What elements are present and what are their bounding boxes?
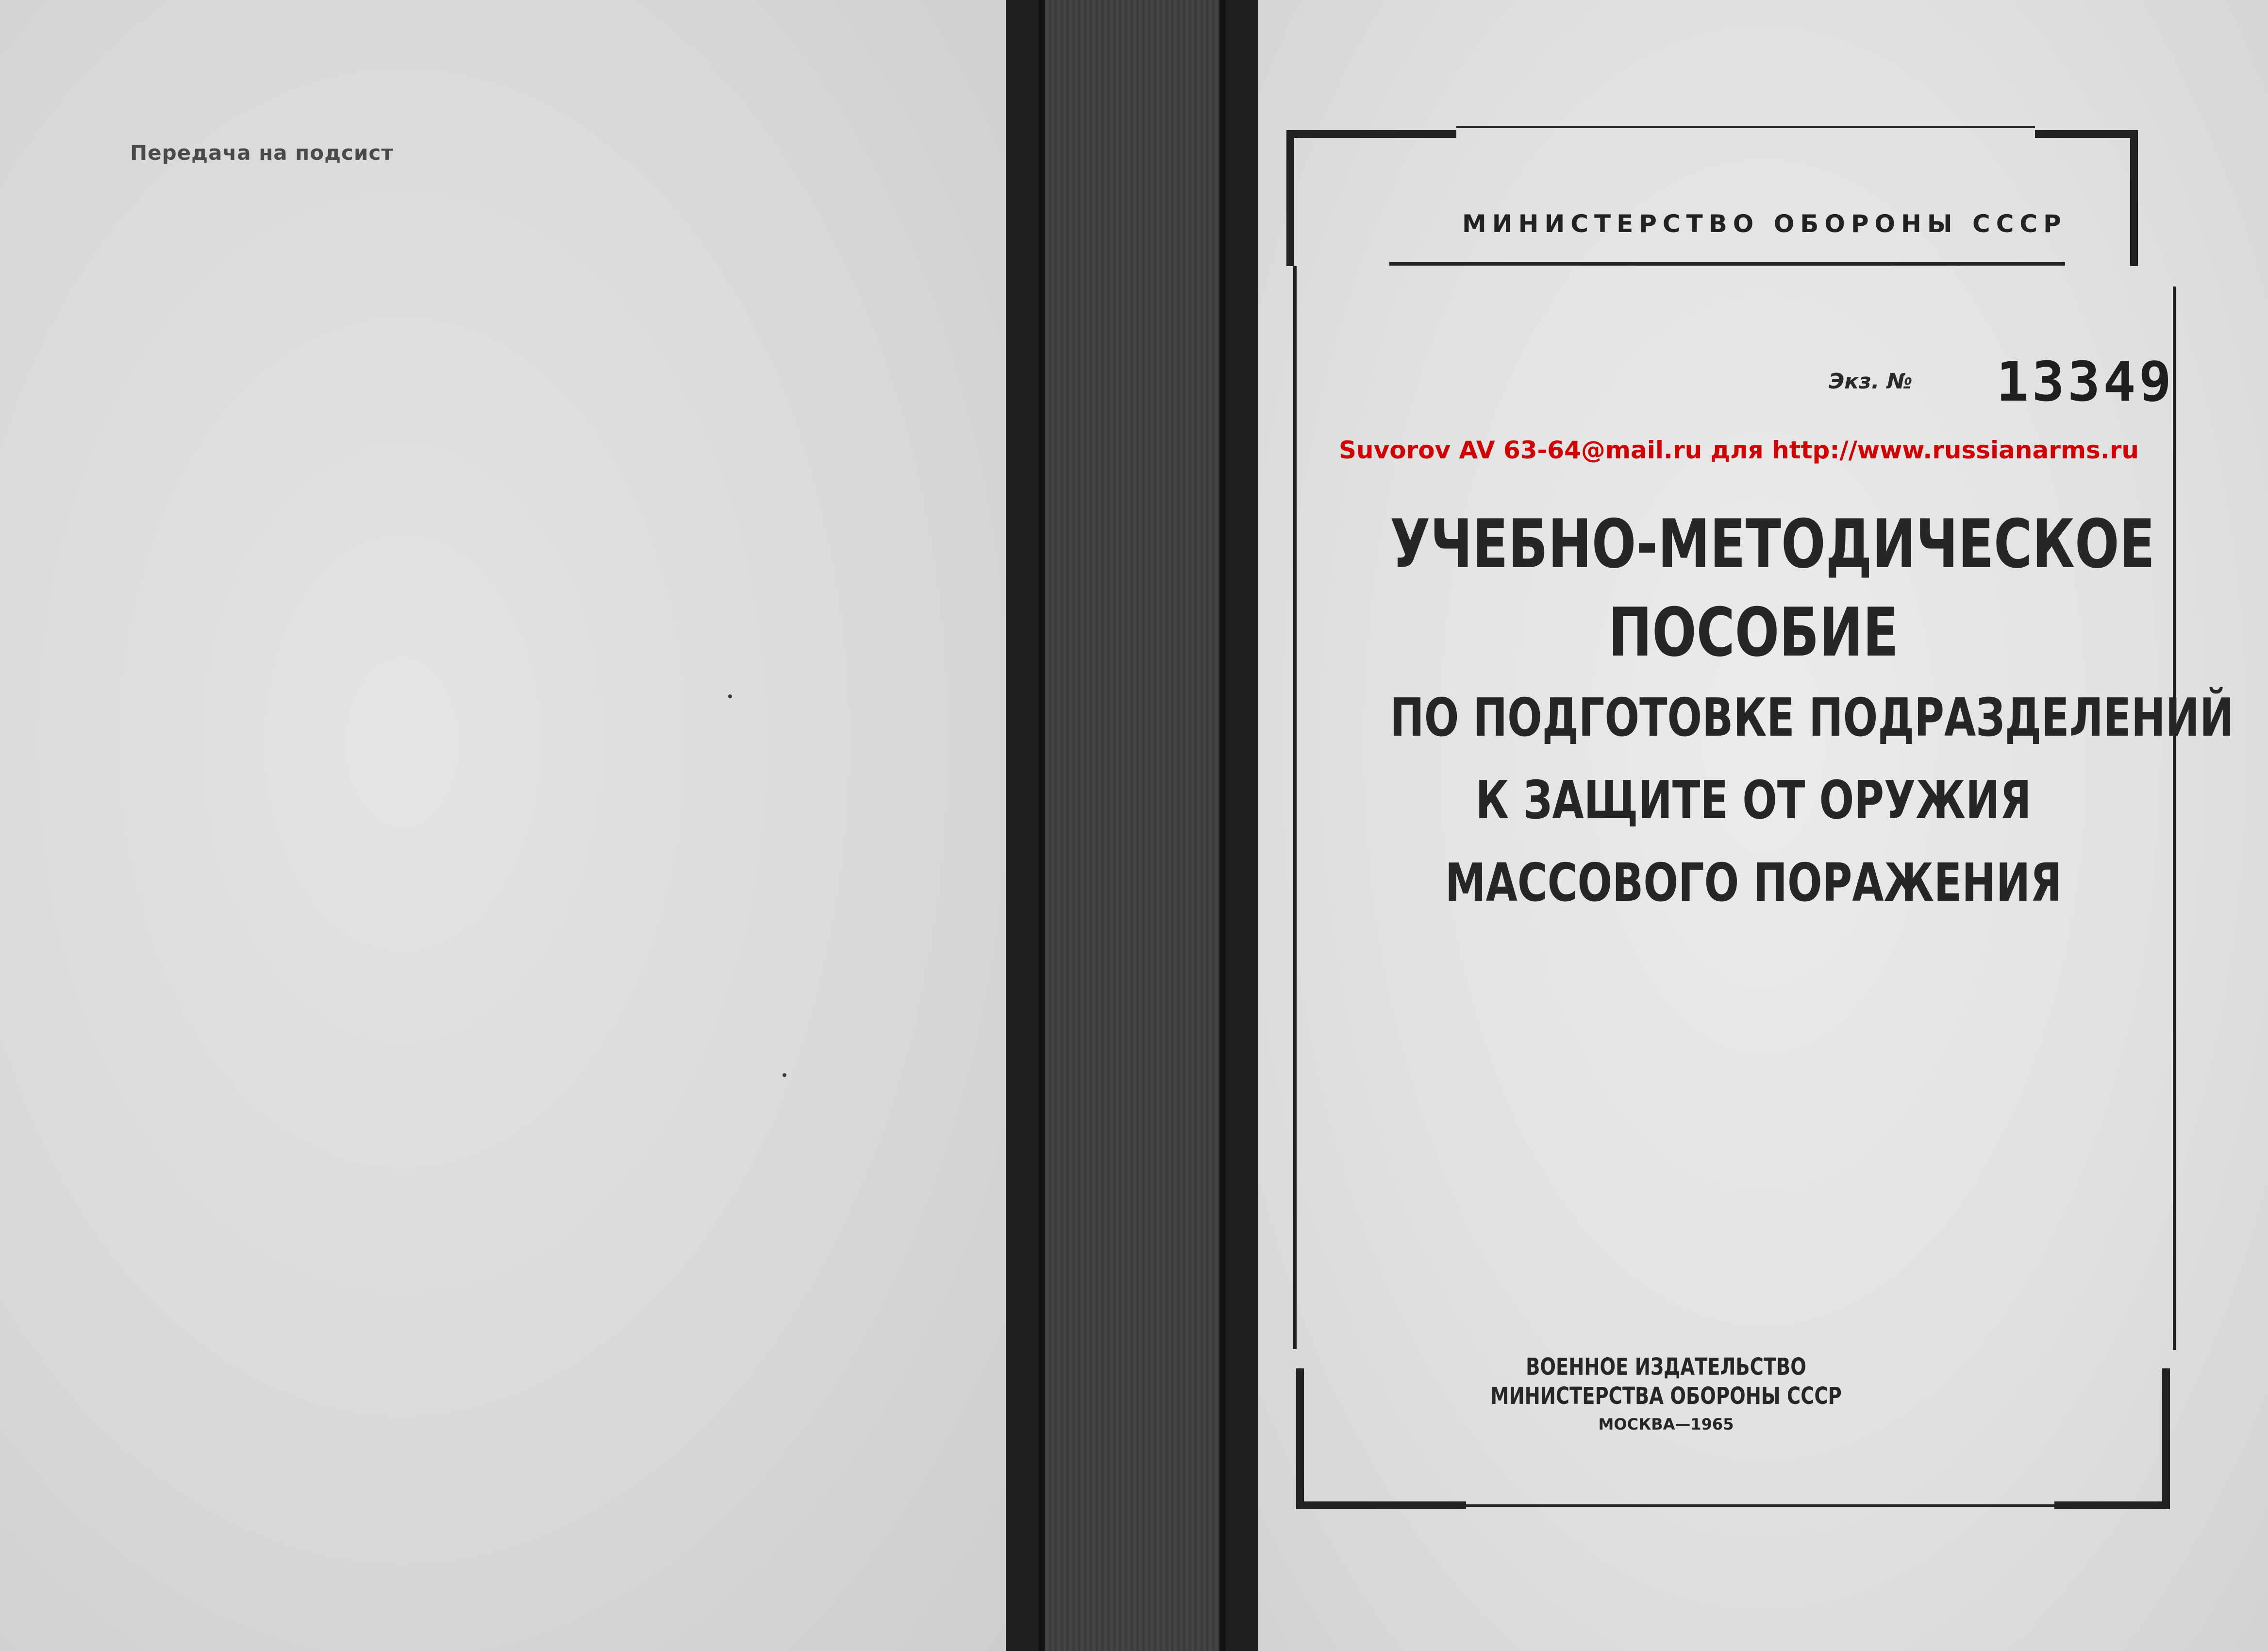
publisher-line: ВОЕННОЕ ИЗДАТЕЛЬСТВО bbox=[1526, 1353, 1806, 1381]
scan-watermark: Suvorov AV 63-64@mail.ru для http://www.russianarms.ru bbox=[1339, 436, 2139, 464]
frame-top-right-horizontal bbox=[2035, 130, 2138, 138]
title-line: УЧЕБНО-МЕТОДИЧЕСКОЕ bbox=[1390, 505, 2155, 583]
frame-top-left-vertical bbox=[1286, 130, 1294, 266]
spine-edge bbox=[1219, 0, 1225, 1651]
back-cover-stamp: Передача на подсист bbox=[130, 141, 394, 165]
frame-bottom-right-horizontal bbox=[2054, 1501, 2170, 1509]
copy-number-value: 13349 bbox=[1996, 351, 2175, 414]
subtitle-line: К ЗАЩИТЕ ОТ ОРУЖИЯ bbox=[1475, 770, 2032, 831]
ministry-underline bbox=[1389, 262, 2065, 266]
frame-bottom-left-vertical bbox=[1296, 1368, 1304, 1509]
publisher-block bbox=[1423, 1352, 1909, 1438]
publisher-line: МИНИСТЕРСТВА ОБОРОНЫ СССР bbox=[1490, 1382, 1842, 1410]
frame-top-left-horizontal bbox=[1286, 130, 1456, 138]
book-spine bbox=[1006, 0, 1258, 1651]
copy-number-label: Экз. № bbox=[1829, 369, 1913, 394]
back-cover-speck bbox=[783, 1073, 786, 1077]
title-line: ПОСОБИЕ bbox=[1608, 593, 1899, 672]
frame-bottom-thin-line bbox=[1466, 1504, 2054, 1507]
back-cover bbox=[0, 0, 1006, 1651]
subtitle-line: МАССОВОГО ПОРАЖЕНИЯ bbox=[1445, 853, 2062, 913]
frame-bottom-right-vertical bbox=[2162, 1368, 2170, 1509]
frame-top-thin-line bbox=[1456, 126, 2035, 128]
publication-place-year: МОСКВА—1965 bbox=[1598, 1415, 1734, 1433]
spine-edge bbox=[1039, 0, 1045, 1651]
front-cover bbox=[1258, 0, 2268, 1651]
back-cover-speck bbox=[728, 694, 732, 698]
frame-bottom-left-horizontal bbox=[1296, 1501, 1466, 1509]
ministry-heading: МИНИСТЕРСТВО ОБОРОНЫ СССР bbox=[1462, 210, 2067, 238]
frame-top-right-vertical bbox=[2130, 130, 2138, 266]
spine-cloth bbox=[1045, 0, 1219, 1651]
book-title bbox=[1287, 500, 2234, 925]
subtitle-line: ПО ПОДГОТОВКЕ ПОДРАЗДЕЛЕНИЙ bbox=[1390, 688, 2234, 748]
